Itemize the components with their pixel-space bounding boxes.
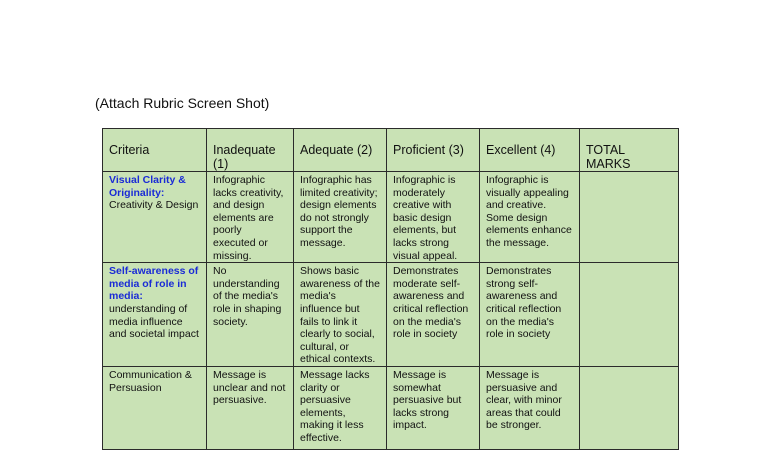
rubric-table (102, 128, 679, 450)
criteria-cell (103, 263, 207, 367)
rating-cell: Infographic has limited creativity; design elements do not strongly support the message. (294, 172, 387, 263)
criteria-subtitle: understanding of media influence and societal impact (109, 302, 199, 341)
rating-cell: Message is persuasive and clear, with minor areas that could be stronger. (480, 366, 580, 449)
total-marks-cell[interactable] (580, 172, 679, 263)
criteria-subtitle: Communication & Persuasion (109, 368, 192, 394)
rating-cell: Demonstrates strong self-awareness and critical reflection on the media's role in society (480, 263, 580, 367)
header-adequate: Adequate (2) (294, 129, 387, 172)
rating-cell: Message is somewhat persuasive but lacks strong impact. (387, 366, 480, 449)
rating-cell: Infographic is moderately creative with basic design elements, but lacks strong visual appeal. (387, 172, 480, 263)
criteria-subtitle: Creativity & Design (109, 199, 199, 212)
table-row (103, 172, 679, 263)
rating-cell: Message is unclear and not persuasive. (207, 366, 294, 449)
rating-cell: Shows basic awareness of the media's influence but fails to link it clearly to social, cultural, or ethical contexts. (294, 263, 387, 367)
criteria-title: Self-awareness of media of role in media: (109, 265, 199, 303)
header-inadequate: Inadequate (1) (207, 129, 294, 172)
criteria-cell (103, 172, 207, 263)
header-criteria: Criteria (103, 129, 207, 172)
criteria-cell (103, 366, 207, 449)
rating-cell: Infographic is visually appealing and creative. Some design elements enhance the message. (480, 172, 580, 263)
table-row (103, 366, 679, 449)
total-marks-cell[interactable] (580, 366, 679, 449)
rating-cell: Message lacks clarity or persuasive elements, making it less effective. (294, 366, 387, 449)
rating-cell: Demonstrates moderate self-awareness and critical reflection on the media's role in society (387, 263, 480, 367)
header-total-marks: TOTAL MARKS (580, 129, 679, 172)
rating-cell: Infographic lacks creativity, and design elements are poorly executed or missing. (207, 172, 294, 263)
header-excellent: Excellent (4) (480, 129, 580, 172)
header-proficient: Proficient (3) (387, 129, 480, 172)
criteria-title: Visual Clarity & Originality: (109, 174, 186, 199)
table-row (103, 263, 679, 367)
header-row (103, 129, 679, 172)
rating-cell: No understanding of the media's role in shaping society. (207, 263, 294, 367)
rubric-caption: (Attach Rubric Screen Shot) (95, 95, 270, 111)
total-marks-cell[interactable] (580, 263, 679, 367)
